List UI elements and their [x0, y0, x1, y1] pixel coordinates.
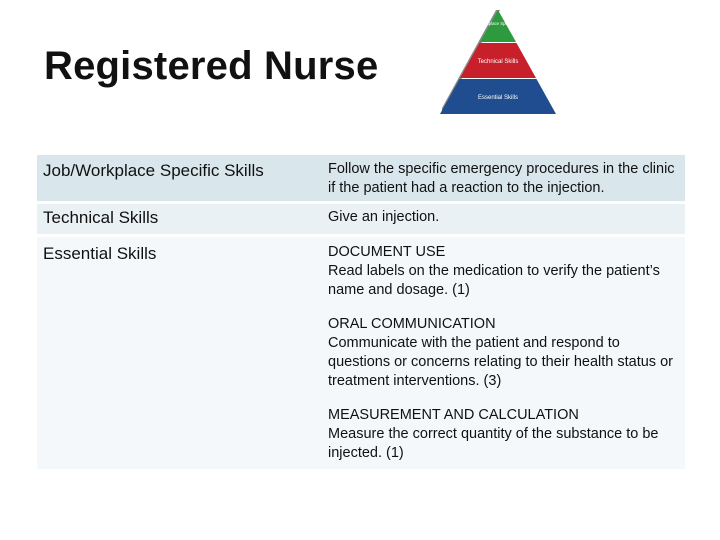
block-text: Communicate with the patient and respond to questions or concerns relating to their health status or treatment interventions. (3): [328, 335, 673, 389]
pyramid-top-tier: [480, 10, 516, 42]
pyramid-bottom-label: Essential Skills: [477, 95, 519, 101]
block-text: Read labels on the medication to verify the patient’s name and dosage. (1): [328, 263, 660, 298]
essential-block-document-use: [328, 243, 677, 300]
block-text: Measure the correct quantity of the substance to be injected. (1): [328, 426, 659, 461]
table-row: [37, 155, 685, 201]
table-row: [37, 204, 685, 234]
block-heading: MEASUREMENT AND CALCULATION: [328, 407, 579, 423]
skills-pyramid: [440, 8, 558, 116]
essential-block-measurement: [328, 406, 677, 463]
essential-block-oral-communication: [328, 315, 677, 391]
block-heading: ORAL COMMUNICATION: [328, 316, 496, 332]
page-title: Registered Nurse: [44, 44, 379, 88]
skill-description-job-workplace: Follow the specific emergency procedures in the clinic if the patient had a reaction to the injection.: [320, 155, 685, 201]
skill-category-technical: Technical Skills: [37, 204, 320, 234]
skill-category-job-workplace: Job/Workplace Specific Skills: [37, 155, 320, 201]
skills-table: [37, 155, 685, 469]
skill-description-essential: [320, 237, 685, 469]
block-heading: DOCUMENT USE: [328, 244, 446, 260]
skill-description-technical: Give an injection.: [320, 204, 685, 234]
table-row: [37, 237, 685, 469]
pyramid-middle-label: Technical Skills: [477, 59, 519, 65]
skill-category-essential: Essential Skills: [37, 237, 320, 469]
pyramid-top-label: Job/ Workplace Specific Skills: [469, 21, 527, 26]
